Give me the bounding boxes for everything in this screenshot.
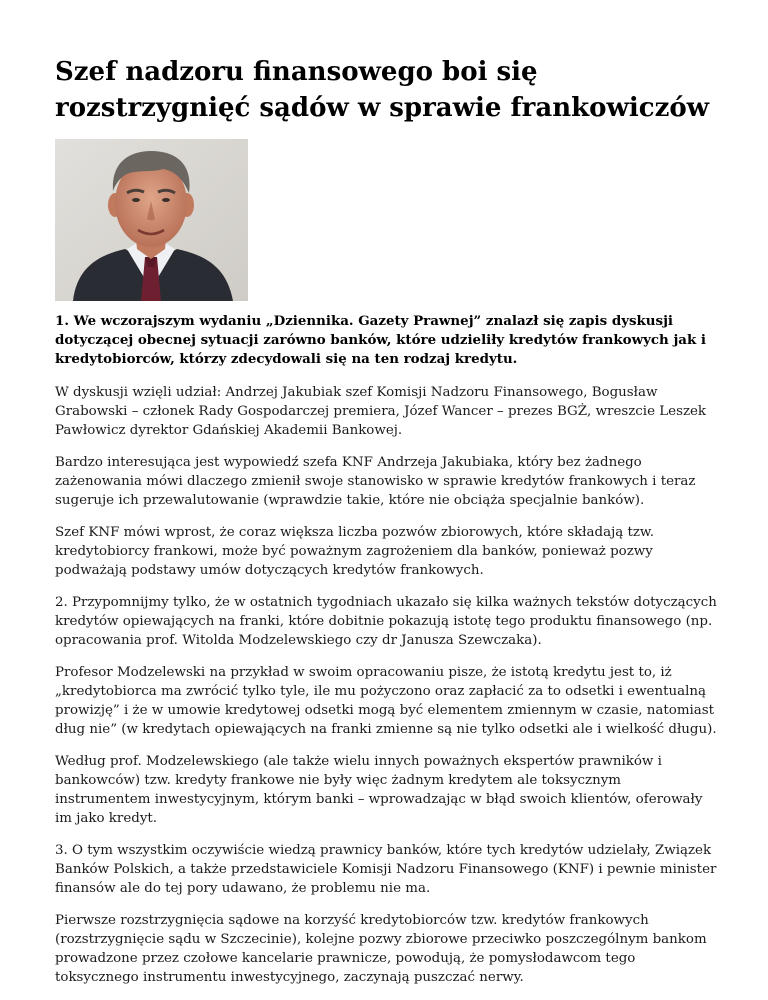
article-lead-paragraph: 1. We wczorajszym wydaniu „Dziennika. Gazety Prawnej” znalazł się zapis dyskusji dotyczącej obecnej sytuacji zarówno banków, które udzieliły kredytów frankowych jak i kredytobiorców, którzy zdecydowali się na ten rodzaj kredytu.	[55, 313, 706, 367]
article-paragraph: W dyskusji wzięli udział: Andrzej Jakubiak szef Komisji Nadzoru Finansowego, Bogusław Grabowski – członek Rady Gospodarczej premiera, Józef Wancer – prezes BGŻ, wreszcie Leszek Pawłowicz dyrektor Gdańskiej Akademii Bankowej.	[55, 385, 707, 438]
article-paragraph: 2. Przypomnijmy tylko, że w ostatnich tygodniach ukazało się kilka ważnych tekstów dotyczących kredytów opiewających na franki, które dobitnie pokazują istotę tego produktu finansowego (np. opracowania prof. Witolda Modzelewskiego czy dr Janusza Szewczaka).	[55, 595, 717, 648]
portrait-photo-icon	[55, 139, 248, 301]
article-paragraph: Według prof. Modzelewskiego (ale także wielu innych poważnych ekspertów prawników i bankowców) tzw. kredyty frankowe nie były więc żadnym kredytem ale toksycznym instrumentem inwestycyjnym, którym banki – wprowadzając w błąd swoich klientów, oferowały im jako kredyt.	[55, 754, 703, 826]
article-title: Szef nadzoru finansowego boi się rozstrzygnięć sądów w sprawie frankowiczów	[55, 57, 710, 123]
article-body	[55, 312, 720, 1000]
article-paragraph: Profesor Modzelewski na przykład w swoim opracowaniu pisze, że istotą kredytu jest to, iż „kredytobiorca ma zwrócić tylko tyle, ile mu pożyczono oraz zapłacić za to odsetki i ewentualną prowizję” i że w umowie kredytowej odsetki mogą być elementem zmiennym w czasie, natomiast dług nie” (w kredytach opiewających na franki zmienne są nie tylko odsetki ale i wielkość długu).	[55, 665, 717, 737]
portrait-photo	[55, 139, 248, 301]
article-paragraph: Szef KNF mówi wprost, że coraz większa liczba pozwów zbiorowych, które składają tzw. kredytobiorcy frankowi, może być poważnym zagrożeniem dla banków, ponieważ pozwy podważają podstawy umów dotyczących kredytów frankowych.	[55, 525, 655, 578]
article-paragraph: Pierwsze rozstrzygnięcia sądowe na korzyść kredytobiorców tzw. kredytów frankowych (rozstrzygnięcie sądu w Szczecinie), kolejne pozwy zbiorowe przeciwko poszczególnym bankom prowadzone przez czołowe kancelarie prawnicze, powodują, że pomysłodawcom tego toksycznego instrumentu inwestycyjnego, zaczynają puszczać nerwy.	[55, 913, 707, 985]
article-paragraph: 3. O tym wszystkim oczywiście wiedzą prawnicy banków, które tych kredytów udzielały, Związek Banków Polskich, a także przedstawiciele Komisji Nadzoru Finansowego (KNF) i pewnie minister finansów ale do tej pory udawano, że problemu nie ma.	[55, 843, 717, 896]
article-paragraph: Bardzo interesująca jest wypowiedź szefa KNF Andrzeja Jakubiaka, który bez żadnego zażenowania mówi dlaczego zmienił swoje stanowisko w sprawie kredytów frankowych i teraz sugeruje ich przewalutowanie (wprawdzie takie, które nie obciąża specjalnie banków).	[55, 455, 696, 508]
